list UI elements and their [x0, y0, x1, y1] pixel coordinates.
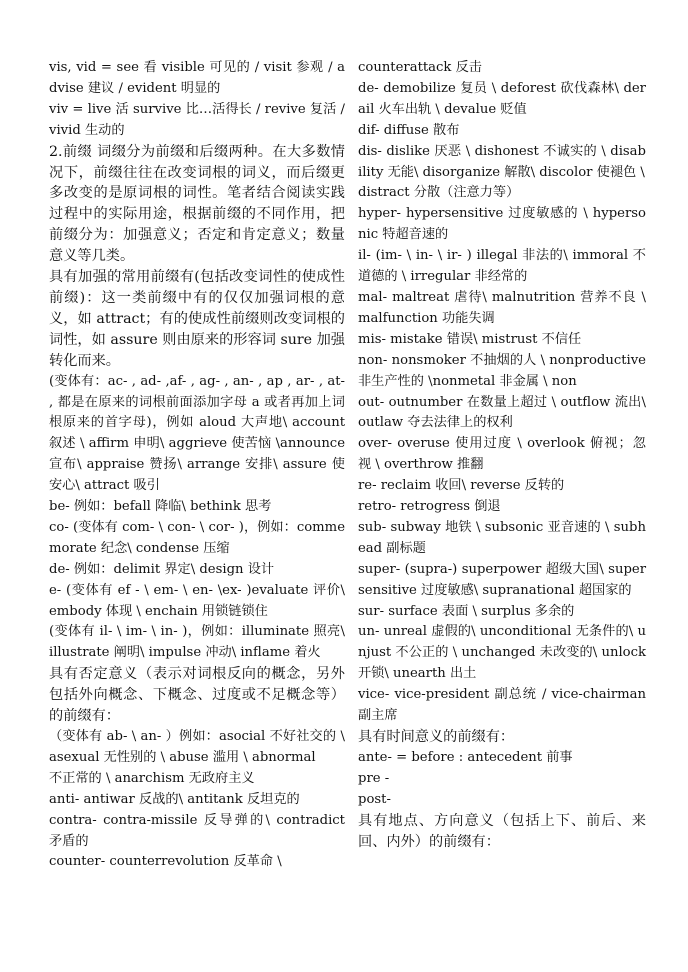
paragraph-il-im-in: (变体有 il- \ im- \ in- )，例如：illuminate 照亮\ illustrate 阐明\ impulse 冲动\ inflame 着火: [49, 624, 345, 661]
right-column: [358, 58, 646, 852]
paragraph-de-negative: de- demobilize 复员 \ deforest 砍伐森林\ derail 火车出轨 \ devalue 贬值: [358, 80, 646, 117]
paragraph-time-prefixes-heading: 具有时间意义的前缀有：: [358, 729, 515, 745]
left-column: [49, 58, 345, 873]
paragraph-co: co- (变体有 com- \ con- \ cor- )，例如：commemorate 纪念\ condense 压缩: [49, 519, 345, 556]
paragraph-vice: vice- vice-president 副总统 / vice-chairman 副主席: [358, 687, 646, 724]
paragraph-vis-vid: vis, vid = see 看 visible 可见的 / visit 参观 / advise 建议 / evident 明显的: [49, 60, 345, 96]
paragraph-contra: contra- contra-missile 反导弹的\ contradict 矛盾的: [49, 812, 345, 849]
paragraph-mis: mis- mistake 错误\ mistrust 不信任: [358, 331, 582, 347]
paragraph-dis: dis- dislike 厌恶 \ dishonest 不诚实的 \ disability 无能\ disorganize 解散\ discolor 使褪色 \: [358, 143, 646, 180]
paragraph-non: non- nonsmoker 不抽烟的人 \ nonproductive 非生产性的 \nonmetal 非金属 \ non: [358, 352, 646, 389]
paragraph-place-prefixes-heading: 具有地点、方向意义（包括上下、前后、来回、内外）的前缀有：: [358, 812, 646, 850]
paragraph-over: over- overuse 使用过度 \ overlook 俯视；忽视 \ overthrow 推翻: [358, 436, 646, 473]
paragraph-hyper: hyper- hypersensitive 过度敏感的 \ hypersonic 特超音速的: [358, 206, 646, 243]
paragraph-sub: sub- subway 地铁 \ subsonic 亚音速的 \ subhead 副标题: [358, 519, 646, 556]
paragraph-anarchism: 不正常的 \ anarchism 无政府主义: [49, 770, 255, 786]
paragraph-post: post-: [358, 791, 391, 807]
paragraph-ante: ante- = before : antecedent 前事: [358, 749, 573, 765]
paragraph-il-negative: il- (im- \ in- \ ir- ) illegal 非法的\ immoral 不道德的 \ irregular 非经常的: [358, 248, 646, 285]
paragraph-prefix-intro: 2.前缀 词缀分为前缀和后缀两种。在大多数情况下，前缀往往在改变词根的词义，而后缀更多改变的是原词根的词性。笔者结合阅读实践过程中的实际用途，根据前缀的不同作用，把前缀分为：加强意义；否定和肯定意义；数量意义等几类。: [49, 143, 345, 265]
paragraph-pre: pre -: [358, 770, 390, 786]
paragraph-sur: sur- surface 表面 \ surplus 多余的: [358, 603, 575, 619]
paragraph-re: re- reclaim 收回\ reverse 反转的: [358, 478, 565, 494]
paragraph-dif: dif- diffuse 散布: [358, 122, 460, 138]
paragraph-retro: retro- retrogress 倒退: [358, 499, 501, 515]
paragraph-distract: distract 分散（注意力等）: [358, 185, 520, 201]
paragraph-ab-an: （变体有 ab- \ an- ）例如：asocial 不好社交的 \ asexual 无性别的 \ abuse 滥用 \ abnormal: [49, 729, 345, 765]
paragraph-e: e- (变体有 ef - \ em- \ en- \ex- )evaluate 评价\ embody 体现 \ enchain 用锁链锁住: [49, 582, 345, 619]
paragraph-mal: mal- maltreat 虐待\ malnutrition 营养不良 \ malfunction 功能失调: [358, 289, 646, 326]
paragraph-de-intensify: de- 例如：delimit 界定\ design 设计: [49, 561, 275, 577]
paragraph-a-variants: (变体有：ac- , ad- ,af- , ag- , an- , ap , ar- , at- , 都是在原来的词根前面添加字母 a 或者再加上词根原来的首字母)，例如 aloud 大声地\ account 叙述 \ affirm 申明\ aggrieve 使苦恼 \announce 宣布\ appraise 赞扬\ arrange 安排\ assure 使安心\ attract 吸引: [49, 373, 345, 494]
paragraph-counterattack: counterattack 反击: [358, 60, 482, 75]
paragraph-super: super- (supra-) superpower 超级大国\ supersensitive 过度敏感\ supranational 超国家的: [358, 561, 646, 598]
paragraph-be: be- 例如：befall 降临\ bethink 思考: [49, 499, 272, 515]
paragraph-viv: viv = live 活 survive 比…活得长 / revive 复活 / vivid 生动的: [49, 101, 345, 138]
paragraph-negative-prefixes: 具有否定意义（表示对词根反向的概念，另外包括外向概念、下概念、过度或不足概念等）的前缀有：: [49, 666, 345, 725]
paragraph-anti: anti- antiwar 反战的\ antitank 反坦克的: [49, 791, 300, 807]
paragraph-intensifying-prefixes: 具有加强的常用前缀有(包括改变词性的使成性前缀)：这一类前缀中有的仅仅加强词根的意义，如 attract；有的使成性前缀则改变词根的词性，如 assure 则由原来的形容词 sure 加强转化而来。: [49, 269, 345, 369]
paragraph-un: un- unreal 虚假的\ unconditional 无条件的\ unjust 不公正的 \ unchanged 未改变的\ unlock 开锁\ unearth 出土: [358, 624, 646, 682]
paragraph-out: out- outnumber 在数量上超过 \ outflow 流出\ outlaw 夺去法律上的权利: [358, 394, 646, 431]
paragraph-counter: counter- counterrevolution 反革命 \: [49, 854, 282, 870]
